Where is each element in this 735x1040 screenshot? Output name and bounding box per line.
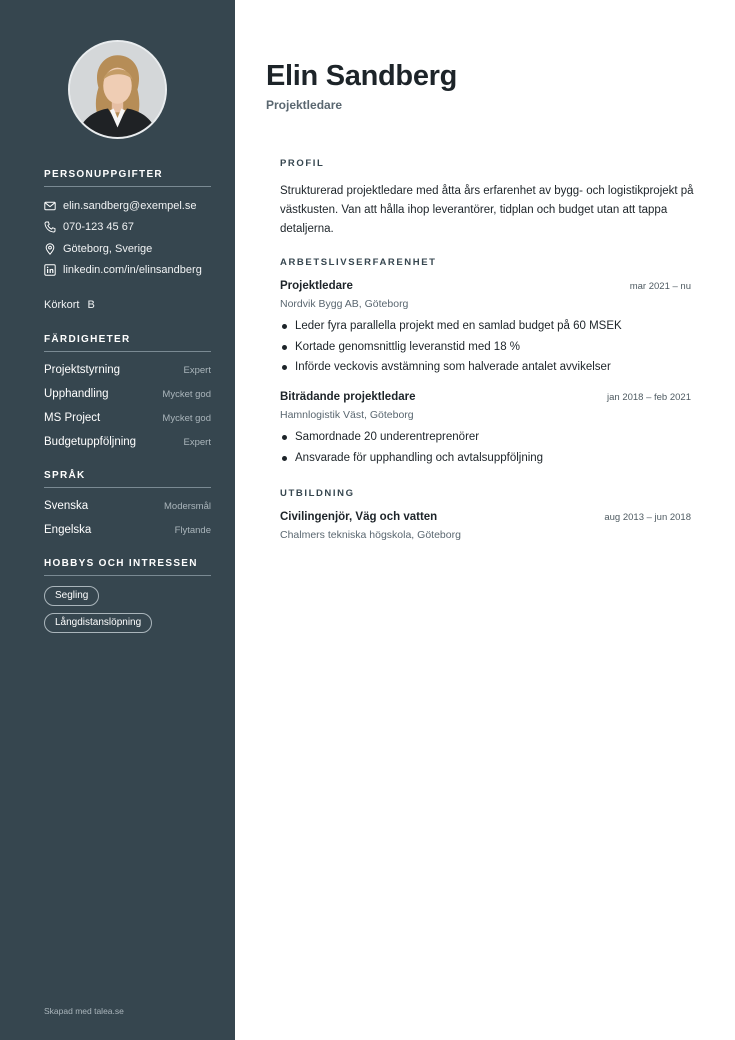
job-bullet: Införde veckovis avstämning som halverade antalet avvikelser xyxy=(280,357,691,378)
contact-email[interactable] xyxy=(44,195,211,217)
linkedin-icon xyxy=(44,264,56,276)
job-entry xyxy=(280,391,691,468)
education-school: Chalmers tekniska högskola, Göteborg xyxy=(280,529,461,541)
job-dates: mar 2021 – nu xyxy=(629,281,691,292)
skills-section xyxy=(44,334,211,454)
skills-heading: FÄRDIGHETER xyxy=(44,334,211,352)
job-org: Nordvik Bygg AB, Göteborg xyxy=(280,298,409,310)
mail-icon xyxy=(44,200,56,212)
language-name: Engelska xyxy=(44,524,92,536)
job-dates: jan 2018 – feb 2021 xyxy=(607,392,691,403)
education-dates: aug 2013 – jun 2018 xyxy=(604,512,691,523)
personal-heading: PERSONUPPGIFTER xyxy=(44,169,211,187)
skill-item xyxy=(44,430,211,454)
sidebar xyxy=(0,0,235,1040)
languages-heading: SPRÅK xyxy=(44,470,211,488)
hobby-chip: Långdistanslöpning xyxy=(44,613,152,633)
skill-name: Projektstyrning xyxy=(44,364,121,376)
personal-section xyxy=(44,169,211,281)
profile-heading: PROFIL xyxy=(280,158,325,169)
contact-location xyxy=(44,238,211,260)
job-title: Projektledare xyxy=(280,280,353,292)
linkedin-text: linkedin.com/in/elinsandberg xyxy=(63,264,202,277)
portrait-image xyxy=(70,42,165,137)
skill-item xyxy=(44,382,211,406)
job-bullet: Ansvarade för upphandling och avtalsuppföljning xyxy=(280,448,691,469)
phone-text: 070-123 45 67 xyxy=(63,221,134,234)
skill-level: Mycket god xyxy=(162,388,211,400)
skill-name: MS Project xyxy=(44,412,101,424)
language-name: Svenska xyxy=(44,500,89,512)
skill-name: Upphandling xyxy=(44,388,109,400)
skill-level: Expert xyxy=(183,364,211,376)
hobby-chip: Segling xyxy=(44,586,99,606)
job-bullet: Samordnade 20 underentreprenörer xyxy=(280,427,691,448)
education-heading: UTBILDNING xyxy=(280,488,355,499)
job-org: Hamnlogistik Väst, Göteborg xyxy=(280,409,414,421)
profile-text: Strukturerad projektledare med åtta års erfarenhet av bygg- och logistikprojekt på västkusten. Van att hålla ihop leverantörer, tidplan och budget utan att tappa detaljerna. xyxy=(280,185,694,235)
location-pin-icon xyxy=(44,243,56,255)
skill-item xyxy=(44,406,211,430)
skill-item xyxy=(44,358,211,382)
avatar xyxy=(68,40,167,139)
email-text: elin.sandberg@exempel.se xyxy=(63,199,197,212)
contact-phone[interactable] xyxy=(44,217,211,239)
drivers-license xyxy=(44,299,95,311)
job-bullet: Kortade genomsnittlig leveranstid med 18 % xyxy=(280,337,691,358)
contact-linkedin[interactable] xyxy=(44,260,211,282)
hobbies-section xyxy=(44,558,211,639)
job-title: Biträdande projektledare xyxy=(280,391,416,403)
person-name: Elin Sandberg xyxy=(266,60,458,92)
language-item xyxy=(44,494,211,518)
license-label: Körkort xyxy=(44,299,80,311)
languages-section xyxy=(44,470,211,542)
license-value: B xyxy=(87,299,95,311)
hobbies-heading: HOBBYS OCH INTRESSEN xyxy=(44,558,211,576)
skill-level: Expert xyxy=(183,436,211,448)
skill-name: Budgetuppföljning xyxy=(44,436,137,448)
skill-level: Mycket god xyxy=(162,412,211,424)
job-entry xyxy=(280,280,691,378)
person-title: Projektledare xyxy=(266,98,343,112)
phone-icon xyxy=(44,221,56,233)
education-degree: Civilingenjör, Väg och vatten xyxy=(280,511,438,523)
language-level: Modersmål xyxy=(164,500,211,512)
education-entry xyxy=(280,511,691,541)
job-bullet: Leder fyra parallella projekt med en samlad budget på 60 MSEK xyxy=(280,316,691,337)
language-item xyxy=(44,518,211,542)
language-level: Flytande xyxy=(174,524,211,536)
main-content xyxy=(235,0,735,1040)
footer-credit[interactable]: Skapad med talea.se xyxy=(44,1006,124,1016)
experience-heading: ARBETSLIVSERFARENHET xyxy=(280,257,437,268)
location-text: Göteborg, Sverige xyxy=(63,242,153,255)
